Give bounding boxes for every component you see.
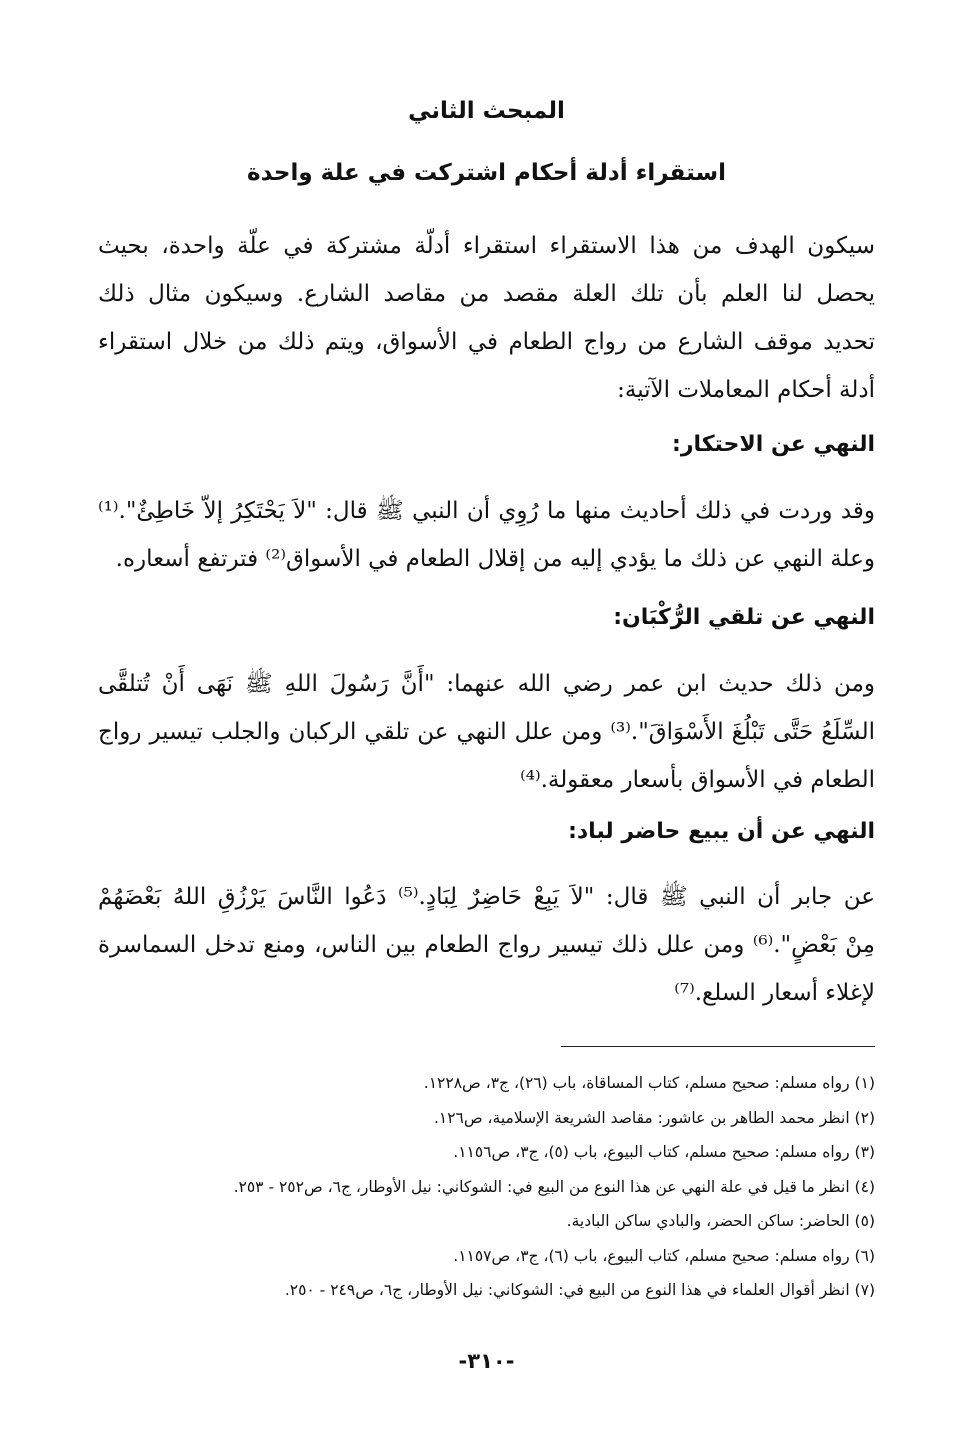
text-line: ومن ذلك حديث ابن عمر رضي الله عنهما: "أَنَّ رَسُولَ اللهِ ﷺ نَهَى أَنْ تُتلقَّى xyxy=(98,671,875,697)
footnote: (٤) انظر ما قيل في علة النهي عن هذا النوع من البيع في: الشوكاني: نيل الأوطار، ج٦، ص٢٥٢ - ٢٥٣. xyxy=(233,1177,875,1196)
footnote: (٣) رواه مسلم: صحيح مسلم، كتاب البيوع، باب (٥)، ج٣، ص١١٥٦. xyxy=(453,1143,875,1161)
topic-heading-town-dweller: النهي عن أن يبيع حاضر لباد: xyxy=(568,819,875,844)
text-line: وقد وردت في ذلك أحاديث منها ما رُوِي أن النبي ﷺ قال: "لاَ يَحْتَكِرُ إلاّ خَاطِئٌ".⁽¹⁾ xyxy=(98,498,875,524)
topic-heading-riders: النهي عن تلقي الرُّكْبَان: xyxy=(613,605,875,630)
topic-paragraph-town-dweller xyxy=(98,873,875,1017)
text-line: أدلة أحكام المعاملات الآتية: xyxy=(617,377,875,403)
footnote: (٢) انظر محمد الطاهر بن عاشور: مقاصد الشريعة الإسلامية، ص١٢٦. xyxy=(433,1108,875,1127)
topic-paragraph-riders xyxy=(98,660,875,804)
text-line: السِّلَعُ حَتَّى تَبْلُغَ الأَسْوَاقَ".⁽³⁾ ومن علل النهي عن تلقي الركبان والجلب تيسير رواج xyxy=(98,719,876,745)
text-line: مِنْ بَعْضٍ".⁽⁶⁾ ومن علل ذلك تيسير رواج الطعام بين الناس، ومنع تدخل السماسرة xyxy=(98,932,875,958)
topic-paragraph-hoarding xyxy=(98,487,875,583)
text-line: لإغلاء أسعار السلع.⁽⁷⁾ xyxy=(674,980,875,1006)
chapter-title: استقراء أدلة أحكام اشتركت في علة واحدة xyxy=(247,160,726,186)
topic-heading-hoarding: النهي عن الاحتكار: xyxy=(672,432,875,457)
section-title: المبحث الثاني xyxy=(408,98,565,124)
intro-paragraph xyxy=(98,222,875,414)
text-line: يحصل لنا العلم بأن تلك العلة مقصد من مقاصد الشارع. وسيكون مثال ذلك xyxy=(98,281,875,307)
text-line: عن جابر أن النبي ﷺ قال: "لاَ يَبِعْ حَاضِرٌ لِبَادٍ.⁽⁵⁾ دَعُوا النَّاسَ يَرْزُقِ اللهُ بَعْضَهُمْ xyxy=(98,884,875,910)
footnote-divider xyxy=(561,1046,875,1047)
page-number: -٣١٠- xyxy=(458,1349,515,1373)
text-line: وعلة النهي عن ذلك ما يؤدي إليه من إقلال الطعام في الأسواق⁽²⁾ فترتفع أسعاره. xyxy=(115,546,875,572)
text-line: تحديد موقف الشارع من رواج الطعام في الأسواق، ويتم ذلك من خلال استقراء xyxy=(98,329,875,355)
footnote: (٥) الحاضر: ساكن الحضر، والبادي ساكن البادية. xyxy=(566,1212,875,1230)
text-line: الطعام في الأسواق بأسعار معقولة.⁽⁴⁾ xyxy=(520,767,875,793)
footnote: (٧) انظر أقوال العلماء في هذا النوع من البيع في: الشوكاني: نيل الأوطار، ج٦، ص٢٤٩ - ٢٥٠. xyxy=(284,1281,875,1299)
footnote: (٦) رواه مسلم: صحيح مسلم، كتاب البيوع، باب (٦)، ج٣، ص١١٥٧. xyxy=(453,1246,875,1265)
footnotes-list xyxy=(160,1066,875,1308)
footnote: (١) رواه مسلم: صحيح مسلم، كتاب المساقاة، باب (٢٦)، ج٣، ص١٢٢٨. xyxy=(423,1074,875,1092)
text-line: سيكون الهدف من هذا الاستقراء استقراء أدلّة مشتركة في علّة واحدة، بحيث xyxy=(98,233,875,259)
